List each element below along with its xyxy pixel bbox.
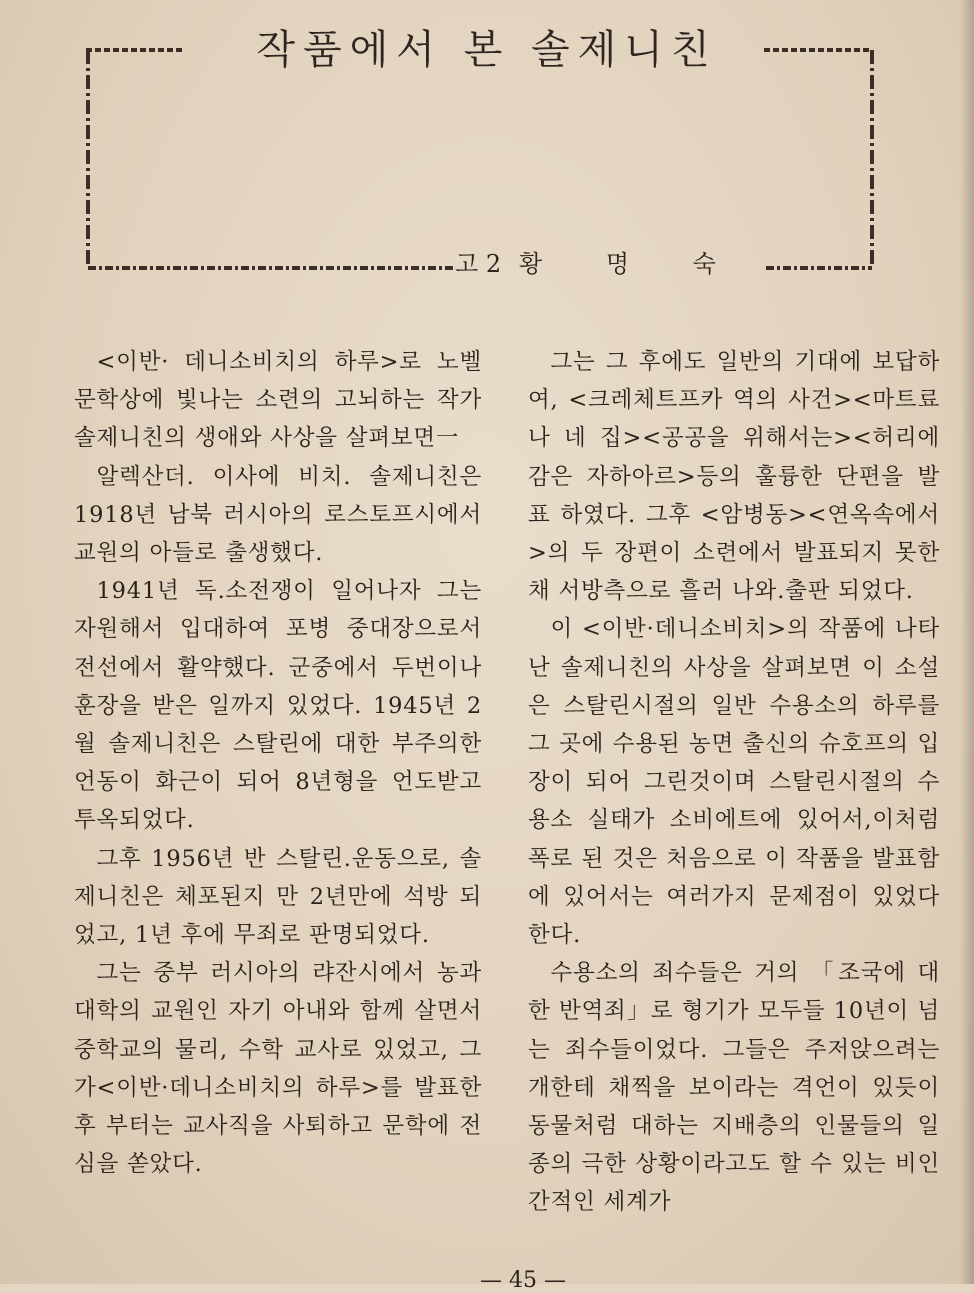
paragraph: <이반· 데니소비치의 하루>로 노벨 문학상에 빛나는 소련의 고뇌하는 작가 솔제니친의 생애와 사상을 살펴보면一 — [74, 349, 482, 452]
page-edge-shadow — [960, 0, 974, 1284]
author-byline — [455, 244, 716, 279]
author-grade: 고 2 — [455, 250, 502, 278]
paragraph: 그는 중부 러시아의 랴잔시에서 농과대학의 교원인 자기 아내와 함께 살면서 중학교의 물리, 수학 교사로 있었고, 그가<이반·데니소비치의 하루>를 발표한 후 부터는 교사직을 사퇴하고 문학에 전심을 쏟았다. — [74, 960, 482, 1178]
page-number: — 45 — — [480, 1268, 566, 1293]
title-frame — [84, 46, 876, 270]
paragraph: 1941년 독.소전쟁이 일어나자 그는 자원해서 입대하여 포병 중대장으로서 전선에서 활약했다. 군중에서 두번이나 훈장을 받은 일까지 있었다. 1945년 2월 솔제니친은 스탈린에 대한 부주의한 언동이 화근이 되어 8년형을 언도받고 투옥되었다. — [74, 578, 482, 834]
paragraph: 그후 1956년 반 스탈린.운동으로, 솔제니친은 체포된지 만 2년만에 석방 되었고, 1년 후에 무죄로 판명되었다. — [74, 845, 482, 949]
author-name: 황 명 숙 — [519, 250, 716, 278]
paragraph: 이 <이반·데니소비치>의 작품에 나타난 솔제니친의 사상을 살펴보면 이 소설은 스탈린시절의 일반 수용소의 하루를 그 곳에 수용된 농면 출신의 슈호프의 입장이 되어 그린것이며 스탈린시절의 수용소 실태가 소비에트에 있어서,이처럼 폭로 된 것은 처음으로 이 작품을 발표함에 있어서는 여러가지 문제점이 있었다 한다. — [528, 616, 940, 949]
paragraph: 수용소의 죄수들은 거의 「조국에 대한 반역죄」로 형기가 모두들 10년이 넘는 죄수들이었다. 그들은 주저앉으려는 개한테 채찍을 보이라는 격언이 있듯이 동물처럼 대하는 지배층의 인물들의 일종의 극한 상황이라고도 할 수 있는 비인간적인 세계가 — [528, 960, 940, 1216]
paragraph: 그는 그 후에도 일반의 기대에 보답하여, <크레체트프카 역의 사건><마트료나 네 집><공공을 위해서는><허리에 감은 자하아르>등의 훌륭한 단편을 발표 하였다. 그후 <암병동><연옥속에서>의 두 장편이 소련에서 발표되지 못한 채 서방측으로 흘러 나와.출판 되었다. — [528, 349, 940, 605]
left-column — [74, 343, 482, 1183]
right-column — [528, 343, 940, 1222]
decorative-border — [84, 46, 876, 276]
paragraph: 알렉산더. 이사에 비치. 솔제니친은 1918년 남북 러시아의 로스토프시에서 교원의 아들로 출생했다. — [74, 463, 482, 567]
article-title: 작품에서 본 솔제니친 — [256, 27, 718, 73]
